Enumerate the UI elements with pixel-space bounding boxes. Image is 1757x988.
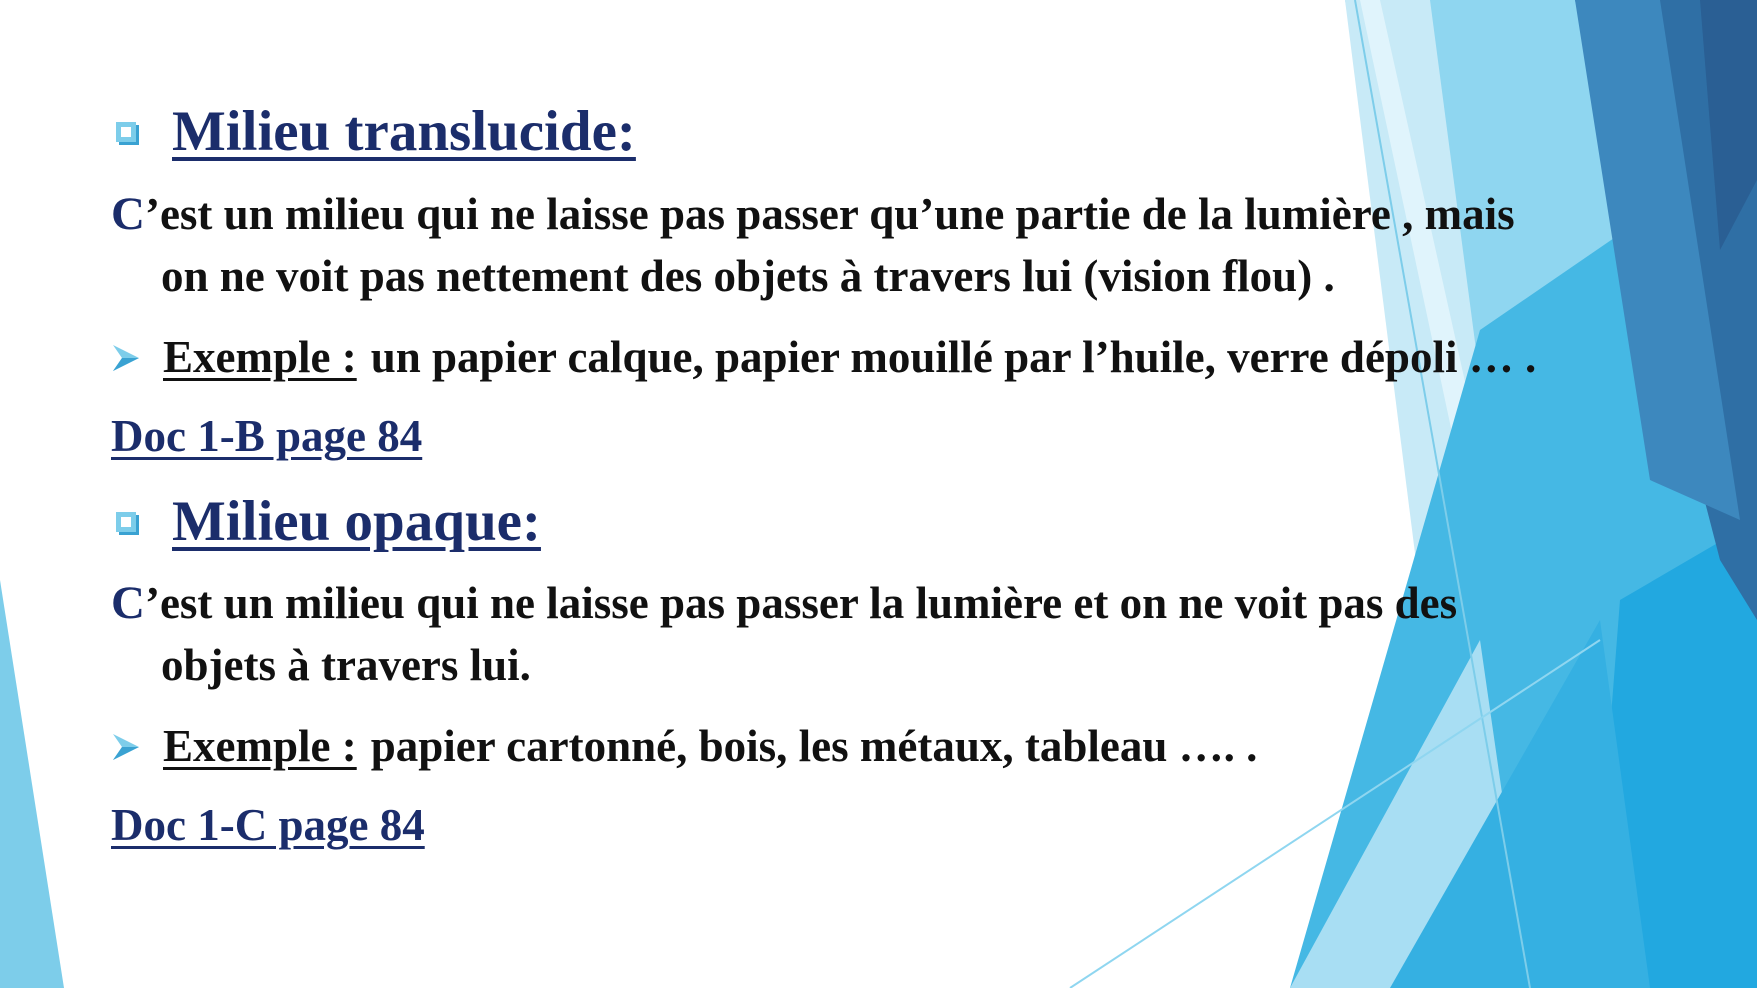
heading-translucide (116, 100, 636, 163)
example-translucide-label: Exemple : (163, 332, 357, 382)
heading-opaque-text: Milieu opaque: (172, 490, 541, 553)
definition-opaque-line1-rest: ’est un milieu qui ne laisse pas passer la lumière et on ne voit pas des (144, 578, 1458, 628)
example-translucide (113, 332, 1537, 382)
heading-translucide-text: Milieu translucide: (172, 100, 636, 163)
definition-translucide-line2: on ne voit pas nettement des objets à travers lui (vision flou) . (161, 251, 1335, 301)
example-opaque-text: papier cartonné, bois, les métaux, tableau …. . (370, 721, 1258, 771)
example-translucide-text: un papier calque, papier mouillé par l’huile, verre dépoli … . (370, 332, 1537, 382)
definition-translucide-line1-rest: ’est un milieu qui ne laisse pas passer qu’une partie de la lumière , mais (144, 189, 1515, 239)
example-opaque (113, 721, 1258, 771)
definition-opaque-initial: C (111, 577, 145, 629)
square-bullet-icon (116, 512, 136, 532)
doc-ref-1b[interactable]: Doc 1-B page 84 (111, 411, 423, 461)
arrowhead-bullet-icon (113, 732, 139, 762)
definition-opaque (111, 572, 1457, 696)
square-bullet-icon (116, 122, 136, 142)
doc-ref-1c[interactable]: Doc 1-C page 84 (111, 800, 425, 850)
definition-opaque-line1 (111, 578, 1457, 628)
definition-translucide (111, 183, 1515, 307)
definition-translucide-initial: C (111, 188, 145, 240)
definition-translucide-line1 (111, 189, 1515, 239)
definition-opaque-line2: objets à travers lui. (161, 640, 531, 690)
example-opaque-label: Exemple : (163, 721, 357, 771)
arrowhead-bullet-icon (113, 343, 139, 373)
heading-opaque (116, 490, 541, 553)
